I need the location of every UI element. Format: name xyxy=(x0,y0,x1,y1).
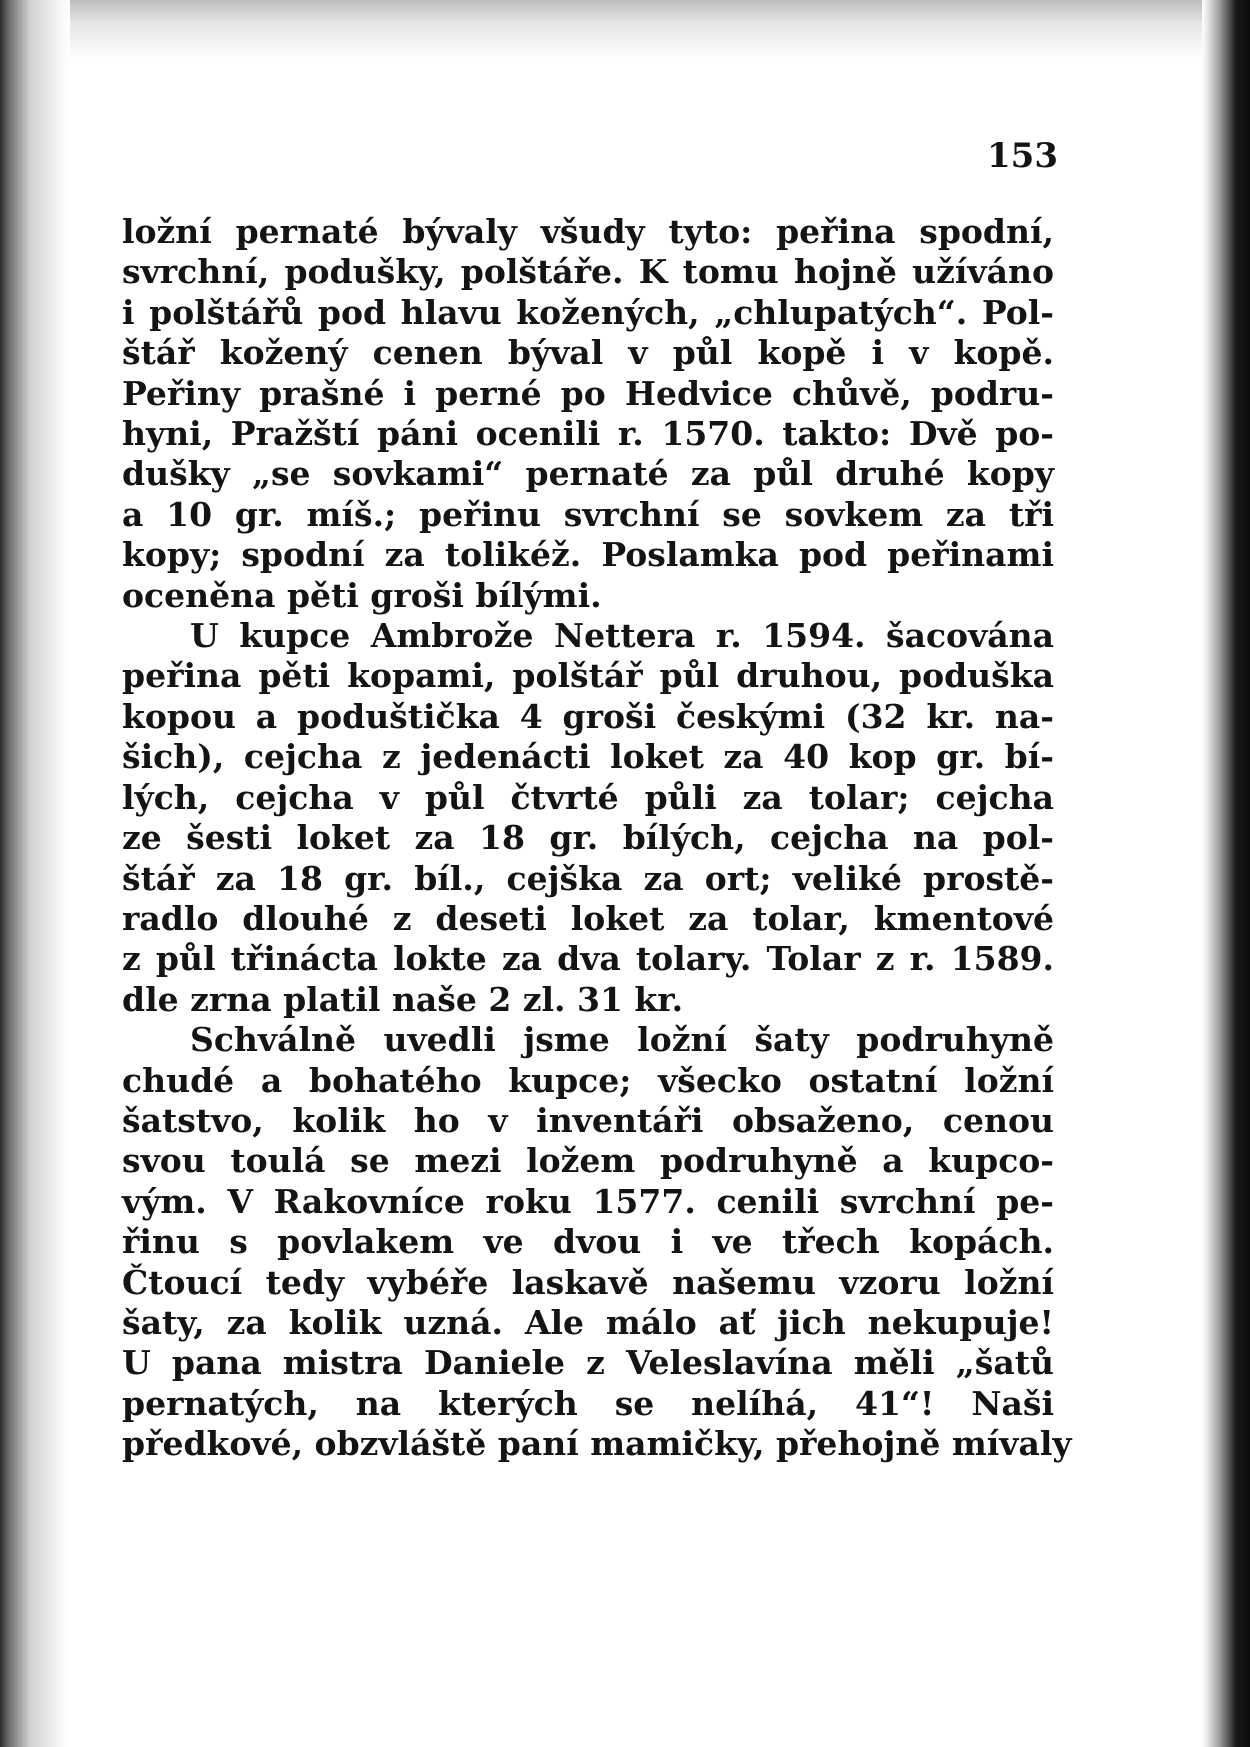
text-line: ze šesti loket za 18 gr. bílých, cejcha na pol- xyxy=(122,818,1054,858)
text-line: vým. V Rakovníce roku 1577. cenili svrchní pe- xyxy=(122,1181,1054,1221)
text-line: i polštářů pod hlavu kožených, „chlupatých“. Pol- xyxy=(122,292,1054,332)
text-line: U kupce Ambrože Nettera r. 1594. šacována xyxy=(190,616,1054,656)
text-line: chudé a bohatého kupce; všecko ostatní ložní xyxy=(122,1060,1054,1100)
text-line: pernatých, na kterých se nelíhá, 41“! Naši xyxy=(122,1383,1054,1423)
body-text xyxy=(122,212,1072,1465)
text-line: a 10 gr. míš.; peřinu svrchní se sovkem za tři xyxy=(122,494,1054,534)
text-line: předkové, obzvláště paní mamičky, přehojně mívaly xyxy=(122,1424,1072,1464)
text-line: Peřiny prašné i perné po Hedvice chůvě, podru- xyxy=(122,373,1054,413)
text-line: Schválně uvedli jsme ložní šaty podruhyně xyxy=(190,1020,1054,1060)
page-number: 153 xyxy=(987,136,1058,176)
text-line: dle zrna platil naše 2 zl. 31 kr. xyxy=(122,979,684,1019)
text-line: štář kožený cenen býval v půl kopě i v kopě. xyxy=(122,333,1054,373)
text-line: šatstvo, kolik ho v inventáři obsaženo, cenou xyxy=(122,1100,1054,1140)
text-line: oceněna pěti groši bílými. xyxy=(122,575,602,615)
text-line: peřina pěti kopami, polštář půl druhou, poduška xyxy=(122,656,1054,696)
text-line: svrchní, podušky, polštáře. K tomu hojně užíváno xyxy=(122,252,1054,292)
text-line: hyni, Pražští páni ocenili r. 1570. takto: Dvě po- xyxy=(122,414,1054,454)
text-line: šich), cejcha z jedenácti loket za 40 kop gr. bí- xyxy=(122,737,1054,777)
text-line: radlo dlouhé z deseti loket za tolar, kmentové xyxy=(122,898,1054,938)
text-line: lých, cejcha v půl čtvrté půli za tolar; cejcha xyxy=(122,777,1054,817)
text-line: šaty, za kolik uzná. Ale málo ať jich nekupuje! xyxy=(122,1302,1054,1342)
text-line: dušky „se sovkami“ pernaté za půl druhé kopy xyxy=(122,454,1054,494)
text-line: U pana mistra Daniele z Veleslavína měli „šatů xyxy=(122,1343,1054,1383)
text-line: ložní pernaté bývaly všudy tyto: peřina spodní, xyxy=(122,212,1054,251)
text-line: kopy; spodní za tolikéž. Poslamka pod peřinami xyxy=(122,535,1054,575)
text-line: kopou a poduštička 4 groši českými (32 kr. na- xyxy=(122,696,1054,736)
text-line: z půl třinácta lokte za dva tolary. Tolar z r. 1589. xyxy=(122,939,1054,979)
text-line: řinu s povlakem ve dvou i ve třech kopách. xyxy=(122,1222,1054,1262)
text-line: štář za 18 gr. bíl., cejška za ort; veliké prostě- xyxy=(122,858,1054,898)
text-line: svou toulá se mezi ložem podruhyně a kupco- xyxy=(122,1141,1054,1181)
text-line: Čtoucí tedy vybéře laskavě našemu vzoru ložní xyxy=(122,1262,1054,1302)
